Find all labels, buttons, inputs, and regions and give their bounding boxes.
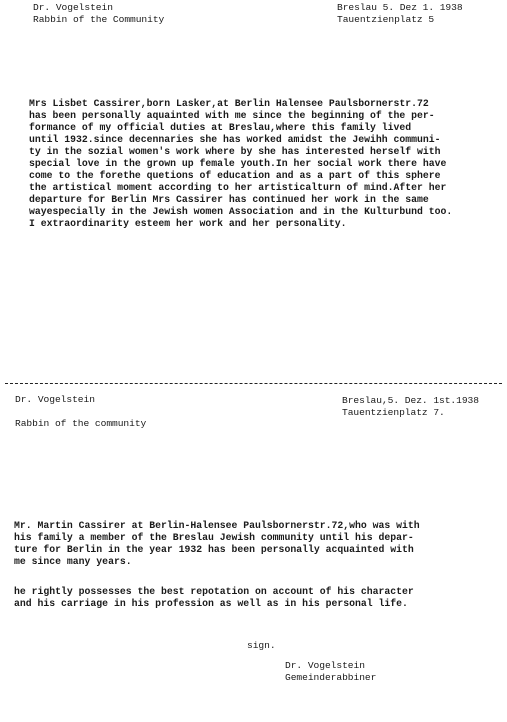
- letter2-place-date: Breslau,5. Dez. 1st.1938: [342, 395, 479, 406]
- letter2-signature-title: Gemeinderabbiner: [285, 672, 377, 683]
- letter2-body-line: he rightly possesses the best repotation on account of his character: [14, 586, 414, 597]
- letter2-body-line: and his carriage in his profession as well as in his personal life.: [14, 598, 408, 609]
- letter1-body-line: until 1932.since decennaries she has worked amidst the Jewihh communi-: [29, 134, 441, 145]
- letter1-body-line: Mrs Lisbet Cassirer,born Lasker,at Berlin Halensee Paulsbornerstr.72: [29, 98, 429, 109]
- letter1-address: Tauentzienplatz 5: [337, 14, 435, 25]
- letter1-body-line: departure for Berlin Mrs Cassirer has continued her work in the same: [29, 194, 429, 205]
- letter1-body-line: come to the forethe quetions of education and as a part of this sphere: [29, 170, 441, 181]
- letter2-signature-name: Dr. Vogelstein: [285, 660, 365, 671]
- letter1-body-line: ty in the sozial women's work where by she has interested herself with: [29, 146, 441, 157]
- letter1-body-line: I extraordinarity esteem her work and her personality.: [29, 218, 347, 229]
- letter2-body-line: Mr. Martin Cassirer at Berlin-Halensee Paulsbornerstr.72,who was with: [14, 520, 420, 531]
- letter1-body-line: the artistical moment according to her artisticalturn of mind.After her: [29, 182, 447, 193]
- letter2-closing: sign.: [247, 640, 276, 651]
- letter1-sender-name: Dr. Vogelstein: [33, 2, 113, 13]
- letter1-sender-title: Rabbin of the Community: [33, 14, 165, 25]
- letter1-body-line: formance of my official duties at Breslau,where this family lived: [29, 122, 412, 133]
- letter1-body-line: wayespecially in the Jewish women Association and in the Kulturbund too.: [29, 206, 453, 217]
- letter2-sender-name: Dr. Vogelstein: [15, 394, 95, 405]
- letter-divider: [5, 383, 502, 384]
- letter2-body-line: me since many years.: [14, 556, 132, 567]
- letter2-body-line: ture for Berlin in the year 1932 has been personally acquainted with: [14, 544, 414, 555]
- letter1-place-date: Breslau 5. Dez 1. 1938: [337, 2, 463, 13]
- letter2-body-line: his family a member of the Breslau Jewish community until his depar-: [14, 532, 414, 543]
- letter2-sender-title: Rabbin of the community: [15, 418, 147, 429]
- letter1-body-line: special love in the grown up female youth.In her social work there have: [29, 158, 447, 169]
- letter1-body-line: has been personally aquainted with me since the beginning of the per-: [29, 110, 435, 121]
- letter2-address: Tauentzienplatz 7.: [342, 407, 445, 418]
